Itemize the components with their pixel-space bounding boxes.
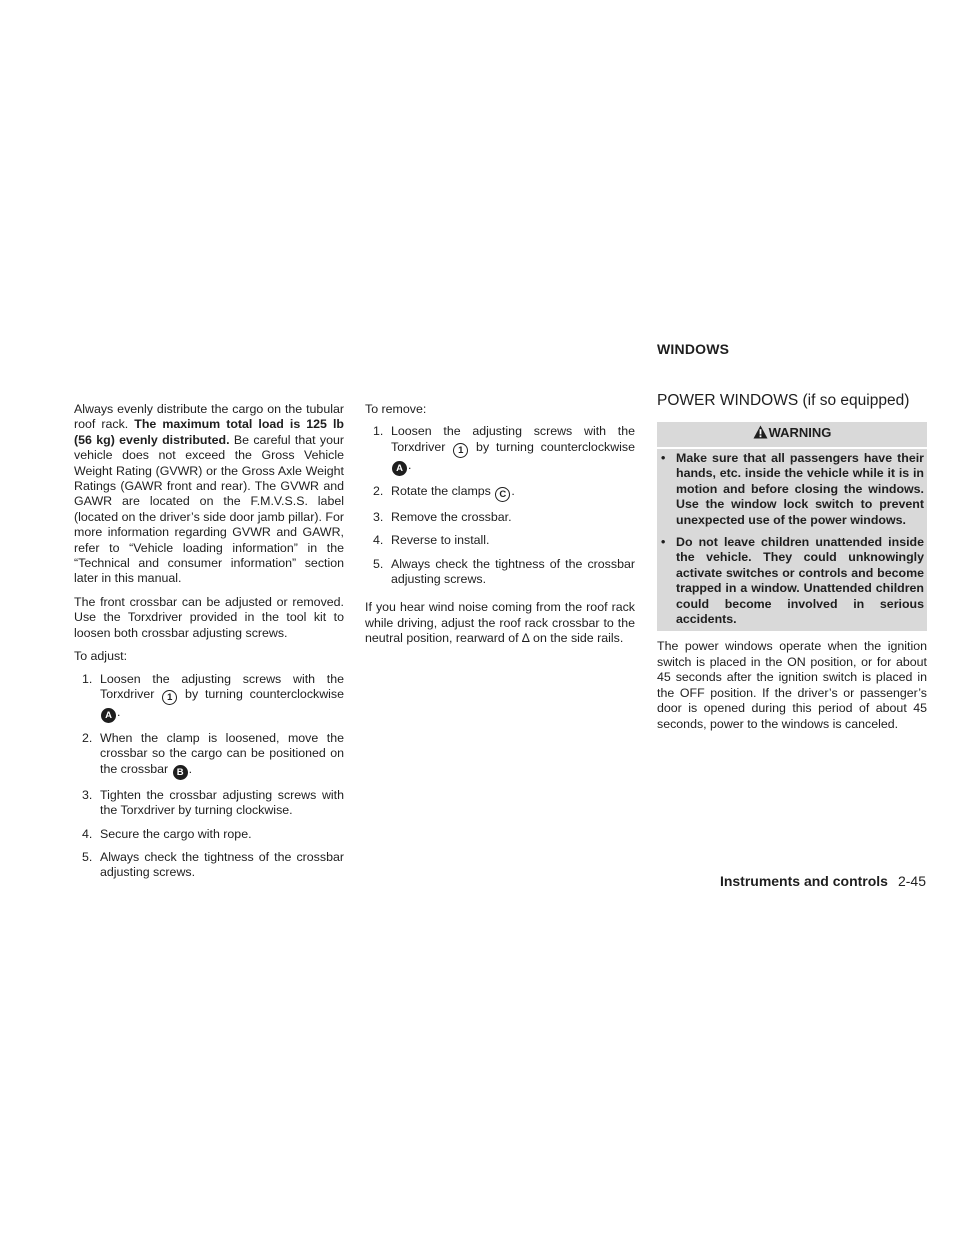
callout-1-icon: 1 [162, 690, 177, 705]
paragraph-crossbar: The front crossbar can be adjusted or removed. Use the Torxdriver provided in the tool kit to loosen both crossbar adjusting screws. [74, 594, 344, 640]
adjust-label: To adjust: [74, 649, 128, 664]
list-item: 2. Rotate the clamps C . [373, 483, 515, 500]
remove-label: To remove: [365, 402, 427, 416]
column-left [74, 402, 344, 889]
warning-triangle-icon [753, 425, 768, 445]
list-item: 2. When the clamp is loosened, move the crossbar so the cargo can be positioned on the crossbar B . [82, 730, 344, 778]
warning-header [660, 423, 924, 445]
list-item: • Make sure that all passengers have their hands, etc. inside the vehicle while it is in motion and before closing the windows. Use the window lock switch to prevent unexpected use of the power windows. [661, 451, 924, 527]
list-item: • Do not leave children unattended inside the vehicle. They could unknowingly activate switches or controls and become trapped in a window. Unattended children could become involved in serious accidents. [661, 535, 924, 627]
paragraph-power-windows: The power windows operate when the ignition switch is placed in the ON position, or for about 45 seconds after the ignition switch is placed in the OFF position. If the driver’s or passenger’s door is opened during this period of about 45 seconds, power to the windows is canceled. [657, 639, 927, 731]
text-max-load: The maximum total load is 125 lb (56 kg) evenly distributed. [74, 417, 344, 447]
page-number: 2-45 [897, 873, 926, 889]
column-right [657, 340, 927, 740]
warning-divider [657, 447, 927, 449]
page-footer [720, 872, 926, 890]
bullet-icon: • [661, 535, 666, 550]
paragraph-wind-noise: If you hear wind noise coming from the roof rack while driving, adjust the roof rack crossbar to the neutral position, rearward of ∆ on the side rails. [365, 600, 635, 646]
warning-list [660, 451, 924, 627]
warning-title: WARNING [768, 425, 832, 440]
callout-1-icon: 1 [453, 443, 468, 458]
column-middle [365, 402, 635, 655]
list-item: 4. Reverse to install. [373, 533, 490, 548]
section-title: WINDOWS [657, 341, 730, 357]
list-item: 3. Remove the crossbar. [373, 509, 512, 524]
text-gvwr-info: Be careful that your vehicle does not exceed the Gross Vehicle Weight Rating (GVWR) or the Gross Axle Weight Ratings (GAWR front and rear). The GVWR and GAWR are located on the F.M.V.S.S. label (located on the driver’s side door jamb pillar). For more information regarding GVWR and GAWR, refer to “Vehicle loading information” in the “Technical and consumer information” section later in this manual. [74, 432, 344, 586]
list-item: 1. Loosen the adjusting screws with the Torxdriver 1 by turning counterclockwise A . [82, 671, 344, 721]
remove-steps-list [365, 424, 635, 587]
callout-c-icon: C [495, 487, 510, 502]
callout-a-icon: A [101, 708, 116, 723]
adjust-steps-list [74, 672, 344, 881]
list-item: 3. Tighten the crossbar adjusting screws with the Torxdriver by turning clockwise. [82, 787, 344, 818]
bullet-icon: • [661, 451, 666, 465]
callout-b-icon: B [173, 765, 188, 780]
list-item: 5. Always check the tightness of the crossbar adjusting screws. [373, 556, 635, 587]
list-item: 5. Always check the tightness of the crossbar adjusting screws. [82, 849, 344, 880]
footer-section: Instruments and controls [719, 873, 888, 889]
text-cargo-intro: Always evenly distribute the cargo on the tubular roof rack. [74, 402, 344, 432]
callout-a-icon: A [392, 461, 407, 476]
warning-box [657, 422, 927, 631]
list-item: 4. Secure the cargo with rope. [82, 826, 252, 841]
paragraph-cargo-load [74, 402, 344, 587]
subsection-title: POWER WINDOWS (if so equipped) [657, 392, 910, 409]
list-item: 1. Loosen the adjusting screws with the Torxdriver 1 by turning counterclockwise A . [373, 424, 635, 474]
